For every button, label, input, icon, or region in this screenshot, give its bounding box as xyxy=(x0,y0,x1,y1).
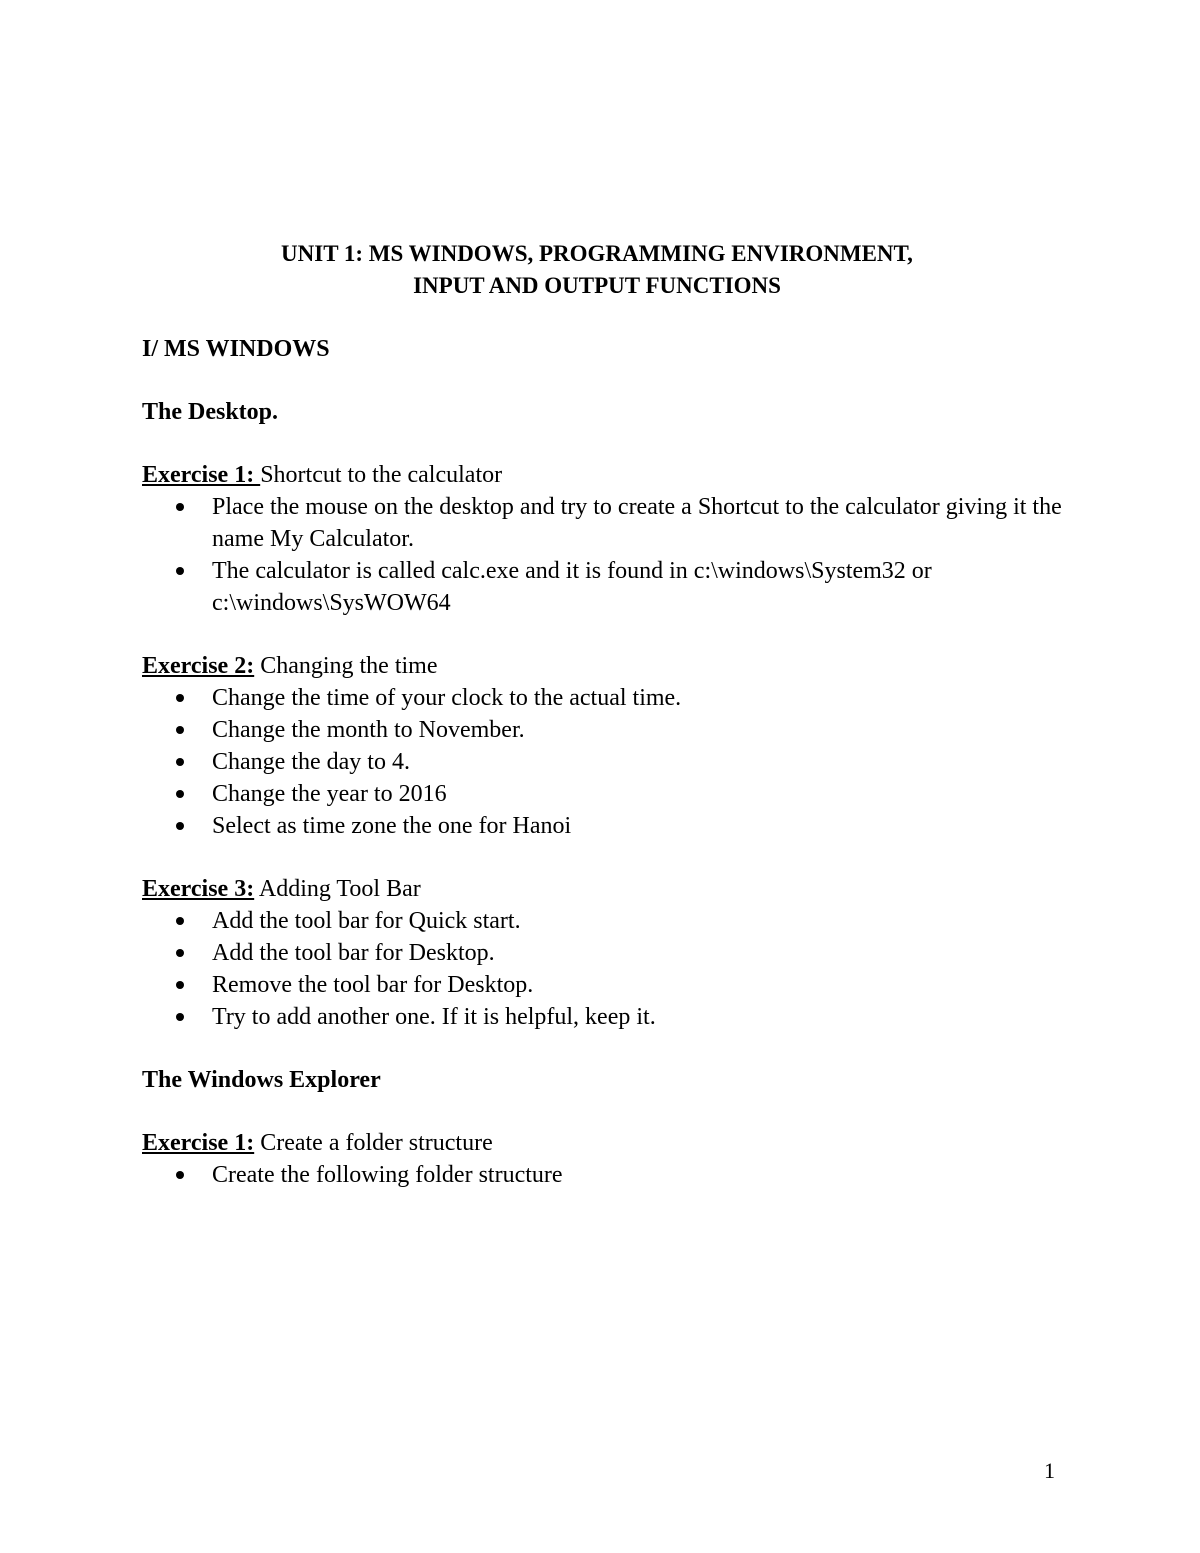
exercise-title: Shortcut to the calculator xyxy=(260,462,503,488)
page-number: 1 xyxy=(1044,1458,1055,1483)
bullet-icon xyxy=(176,567,184,575)
exercise-label: Exercise 1: xyxy=(142,1130,255,1156)
list-item: Change the year to 2016 xyxy=(142,778,1072,810)
list-item: Change the day to 4. xyxy=(142,746,1072,778)
list-item: Add the tool bar for Desktop. xyxy=(142,937,1072,969)
list-item: Select as time zone the one for Hanoi xyxy=(142,810,1072,842)
list-item: Remove the tool bar for Desktop. xyxy=(142,969,1072,1001)
bullet-icon xyxy=(176,949,184,957)
list-item: Add the tool bar for Quick start. xyxy=(142,905,1072,937)
document-body xyxy=(142,238,1072,1191)
exercise-1-heading xyxy=(142,459,1072,491)
subsection-heading-windows-explorer: The Windows Explorer xyxy=(142,1067,381,1093)
bullet-icon xyxy=(176,981,184,989)
exercise-title: Create a folder structure xyxy=(254,1130,493,1156)
exercise-label: Exercise 2: xyxy=(142,653,255,679)
exercise-label: Exercise 1: xyxy=(142,462,261,488)
list-item: Create the following folder structure xyxy=(142,1159,1072,1191)
bullet-icon xyxy=(176,822,184,830)
section-heading-ms-windows: I/ MS WINDOWS xyxy=(142,336,330,362)
exercise-title: Changing the time xyxy=(254,653,438,679)
exercise-label: Exercise 3: xyxy=(142,876,255,902)
bullet-icon xyxy=(176,790,184,798)
list-item: Change the time of your clock to the actual time. xyxy=(142,682,1072,714)
bullet-icon xyxy=(176,726,184,734)
subsection-heading-desktop: The Desktop. xyxy=(142,399,279,425)
exercise-title: Adding Tool Bar xyxy=(254,876,421,902)
list-item: Try to add another one. If it is helpful, keep it. xyxy=(142,1001,1072,1033)
bullet-icon xyxy=(176,1013,184,1021)
bullet-icon xyxy=(176,694,184,702)
exercise-2-heading xyxy=(142,650,1072,682)
document-title-line-2: INPUT AND OUTPUT FUNCTIONS xyxy=(413,273,781,298)
document-title-line-1: UNIT 1: MS WINDOWS, PROGRAMMING ENVIRONMENT, xyxy=(281,241,913,266)
exercise-1-list xyxy=(142,491,1072,619)
exercise-3-heading xyxy=(142,873,1072,905)
bullet-icon xyxy=(176,917,184,925)
bullet-icon xyxy=(176,503,184,511)
exercise-2-list xyxy=(142,682,1072,842)
bullet-icon xyxy=(176,758,184,766)
list-item: Place the mouse on the desktop and try to create a Shortcut to the calculator giving it the name My Calculator. xyxy=(142,491,1072,555)
explorer-exercise-1-heading xyxy=(142,1127,1072,1159)
explorer-exercise-1-list xyxy=(142,1159,1072,1191)
bullet-icon xyxy=(176,1171,184,1179)
list-item: The calculator is called calc.exe and it is found in c:\windows\System32 or c:\windows\SysWOW64 xyxy=(142,555,1072,619)
list-item: Change the month to November. xyxy=(142,714,1072,746)
exercise-3-list xyxy=(142,905,1072,1033)
